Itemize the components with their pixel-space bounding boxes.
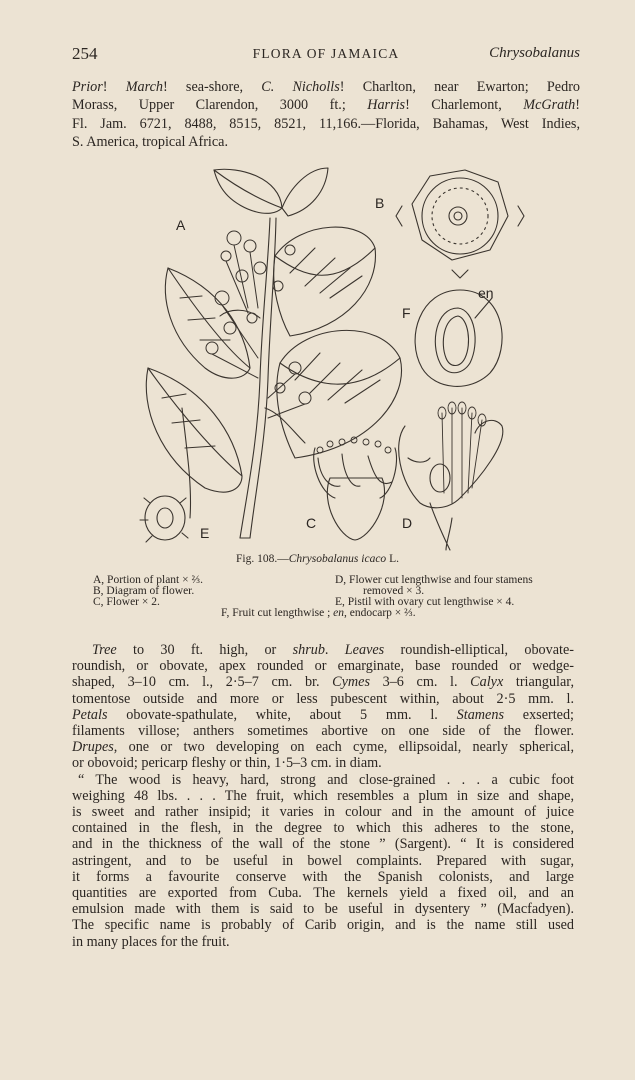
legend-item: A, Portion of plant × ⅔. bbox=[93, 574, 203, 586]
text-run: filaments villose; anthers sometimes abortive on one side of the flower. bbox=[72, 723, 574, 740]
text-run: Drupes bbox=[72, 739, 114, 756]
locality-paragraph bbox=[72, 78, 580, 151]
text-run: contained in the flesh, in the degree to which this adheres to the stone, bbox=[72, 820, 574, 837]
text-run: Chrysobalanus icaco bbox=[288, 553, 387, 565]
text-line bbox=[72, 78, 580, 96]
text-run: McGrath bbox=[523, 97, 576, 114]
label-b: B bbox=[375, 195, 385, 211]
text-line bbox=[72, 934, 574, 950]
text-line bbox=[72, 820, 574, 836]
leaf-upper-right bbox=[274, 227, 376, 336]
legend-item: removed × 3. bbox=[363, 585, 425, 598]
flower-cluster bbox=[206, 231, 311, 418]
text-line bbox=[72, 755, 574, 771]
text-run: The specific name is probably of Carib origin, and is the name still used bbox=[72, 917, 574, 934]
text-run: is sweet and rather insipid; it varies in colour and in the amount of juice bbox=[72, 804, 574, 821]
text-line bbox=[72, 804, 574, 820]
label-f: F bbox=[402, 305, 411, 321]
text-line bbox=[72, 707, 574, 723]
text-line bbox=[72, 658, 574, 674]
flower-section-d bbox=[399, 402, 503, 550]
text-line bbox=[72, 885, 574, 901]
text-run: Prior bbox=[72, 79, 103, 95]
text-run: S. America, tropical Africa. bbox=[72, 133, 229, 150]
text-run: ! bbox=[102, 79, 126, 95]
text-run: exserted; bbox=[503, 706, 574, 723]
text-line bbox=[72, 115, 580, 133]
text-line bbox=[72, 642, 574, 658]
text-line bbox=[72, 869, 574, 885]
text-run: shaped, 3–10 cm. l., 2·5–7 cm. br. bbox=[72, 674, 333, 691]
botanical-figure bbox=[130, 158, 530, 553]
text-run: March bbox=[125, 79, 163, 95]
text-line bbox=[72, 691, 574, 707]
text-line bbox=[72, 836, 574, 852]
text-run: , one or two developing on each cyme, ellipsoidal, nearly spherical, bbox=[113, 739, 574, 756]
text-run: to 30 ft. high, or bbox=[116, 642, 293, 658]
text-run: Calyx bbox=[470, 674, 504, 691]
text-run: ! Charlemont, bbox=[405, 97, 524, 114]
text-line bbox=[72, 917, 574, 933]
text-run: it forms a favourite conserve with the Spanish colonists, and large bbox=[72, 868, 574, 885]
page-number: 254 bbox=[72, 44, 98, 63]
label-c: C bbox=[306, 515, 317, 531]
text-run: emulsion made with them is said to be useful in dysentery ” (Macfadyen). bbox=[72, 901, 574, 918]
text-run: F, Fruit cut lengthwise ; bbox=[221, 607, 334, 619]
flower-figure-c bbox=[314, 437, 397, 540]
legend-left bbox=[93, 575, 203, 609]
legend-item: C, Flower × 2. bbox=[93, 596, 160, 609]
text-line bbox=[72, 772, 574, 788]
legend-right bbox=[335, 575, 533, 609]
text-run: “ The wood is heavy, hard, strong and close-grained . . . a cubic foot bbox=[78, 771, 574, 788]
text-line bbox=[72, 788, 574, 804]
text-line bbox=[72, 96, 580, 114]
legend-item: E, Pistil with ovary cut lengthwise × 4. bbox=[335, 596, 515, 609]
text-run: and in the thickness of the wall of the stone ” (Sargent). “ It is considered bbox=[72, 836, 574, 853]
text-run: ! bbox=[575, 97, 580, 114]
label-a: A bbox=[176, 217, 186, 233]
text-line bbox=[72, 901, 574, 917]
text-run: Petals bbox=[72, 706, 108, 723]
legend-item: D, Flower cut lengthwise and four stamens bbox=[335, 574, 533, 586]
legend-item: B, Diagram of flower. bbox=[93, 585, 195, 598]
text-run: Cymes bbox=[332, 674, 370, 691]
label-en: en bbox=[478, 285, 494, 301]
text-run: roundish-elliptical, obovate- bbox=[384, 642, 575, 658]
text-run: Stamens bbox=[456, 706, 504, 723]
text-run: or obovoid; pericarp fleshy or thin, 1·5–3 cm. in diam. bbox=[72, 755, 382, 772]
label-e: E bbox=[200, 525, 210, 541]
text-line bbox=[72, 739, 574, 755]
plant-illustration bbox=[130, 158, 530, 553]
text-run: ! Charlton, near Ewarton; Pedro bbox=[339, 79, 581, 95]
text-run: . bbox=[324, 642, 345, 658]
text-run: , endocarp × ⅔. bbox=[344, 607, 416, 619]
text-run: shrub bbox=[292, 642, 325, 658]
legend-item-f bbox=[221, 608, 416, 619]
text-line bbox=[72, 674, 574, 690]
leaf-top bbox=[214, 169, 282, 213]
text-run: roundish, or obovate, apex rounded or emarginate, base rounded or wedge- bbox=[72, 658, 574, 675]
running-genus: Chrysobalanus bbox=[489, 45, 580, 61]
text-run: weighing 48 lbs. . . . The fruit, which resembles a plum in size and shape, bbox=[72, 787, 574, 804]
fruit-section-f bbox=[415, 290, 502, 386]
text-run: astringent, and to be useful in bowel complaints. Prepared with sugar, bbox=[72, 852, 574, 869]
text-run: Fig. 108.— bbox=[236, 553, 289, 565]
leaf-left-lower bbox=[146, 368, 242, 492]
text-run: in many places for the fruit. bbox=[72, 933, 230, 950]
text-run: 3–6 cm. l. bbox=[370, 674, 471, 691]
text-run: triangular, bbox=[503, 674, 575, 691]
species-description bbox=[72, 642, 574, 950]
text-run: Fl. Jam. 6721, 8488, 8515, 8521, 11,166.—Florida, Bahamas, West Indies, bbox=[72, 115, 580, 132]
text-run: C. Nicholls bbox=[261, 79, 340, 95]
figure-caption bbox=[0, 553, 635, 565]
running-title: FLORA OF JAMAICA bbox=[252, 46, 400, 61]
text-line bbox=[72, 723, 574, 739]
floral-diagram-b bbox=[396, 170, 524, 278]
text-run: Morass, Upper Clarendon, 3000 ft.; bbox=[72, 97, 368, 114]
text-run: quantities are exported from Cuba. The kernels yield a fixed oil, and an bbox=[72, 885, 574, 902]
text-line bbox=[72, 853, 574, 869]
text-run: ! sea-shore, bbox=[163, 79, 262, 95]
label-d: D bbox=[402, 515, 413, 531]
text-run: en bbox=[333, 607, 345, 619]
text-run: Harris bbox=[367, 97, 406, 114]
text-line bbox=[72, 133, 580, 151]
leaf-lower-right bbox=[277, 330, 402, 458]
text-run: Tree bbox=[92, 642, 117, 658]
text-run: Leaves bbox=[344, 642, 385, 658]
text-run: tomentose outside and more or less pubescent within, about 2·5 mm. l. bbox=[72, 690, 574, 707]
running-head bbox=[72, 44, 580, 66]
pistil-figure-e bbox=[140, 408, 191, 542]
text-run: L. bbox=[386, 553, 399, 565]
text-run: obovate-spathulate, white, about 5 mm. l. bbox=[107, 706, 457, 723]
